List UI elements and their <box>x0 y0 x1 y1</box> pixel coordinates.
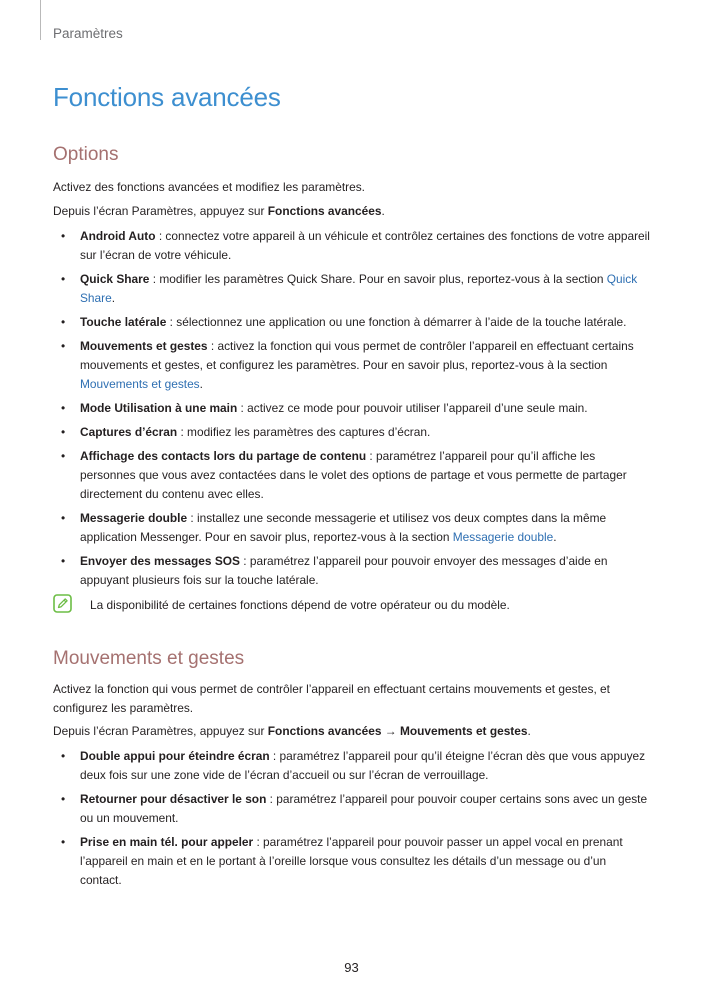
item-term: Envoyer des messages SOS <box>80 554 240 568</box>
list-item <box>53 790 651 828</box>
section-title-gestures: Mouvements et gestes <box>53 648 245 669</box>
list-item <box>53 447 651 504</box>
bullet-marker: • <box>61 401 66 415</box>
item-suffix: . <box>199 377 203 391</box>
item-description: : paramétrez l’appareil pour qu’il éteigne l’écran dès que vous appuyez deux fois sur une zone vide de l’écran d’accueil ou sur l’écran de verrouillage. <box>80 749 646 782</box>
item-term: Messagerie double <box>80 511 188 525</box>
item-description: : sélectionnez une application ou une fonction à démarrer à l’aide de la touche latérale. <box>166 315 627 329</box>
item-description: : activez la fonction qui vous permet de contrôler l’appareil en effectuant certains mouvements et gestes, et configurez les paramètres. Pour en savoir plus, reportez-vous à la section <box>80 339 634 372</box>
bullet-marker: • <box>61 315 66 329</box>
bullet-marker: • <box>61 339 66 353</box>
item-suffix: . <box>553 530 557 544</box>
item-description: : paramétrez l’appareil pour pouvoir couper certains sons avec un geste ou un mouvement. <box>80 792 648 825</box>
item-description: : paramétrez l’appareil pour pouvoir envoyer des messages d’aide en appuyant plusieurs fois sur la touche latérale. <box>80 554 608 587</box>
path-bold: Fonctions avancées <box>267 204 382 218</box>
page-number: 93 <box>344 960 359 975</box>
list-item <box>53 399 651 418</box>
item-description: : activez ce mode pour pouvoir utiliser l’appareil d’une seule main. <box>237 401 588 415</box>
item-term: Retourner pour désactiver le son <box>80 792 267 806</box>
page-title: Fonctions avancées <box>53 82 281 112</box>
item-description: : modifier les paramètres Quick Share. Pour en savoir plus, reportez-vous à la section <box>149 272 607 286</box>
list-item <box>53 337 651 394</box>
gestures-list <box>53 747 651 895</box>
bullet-marker: • <box>61 425 66 439</box>
options-list <box>53 227 651 595</box>
bullet-marker: • <box>61 835 66 849</box>
item-term: Captures d’écran <box>80 425 178 439</box>
options-intro: Activez des fonctions avancées et modifiez les paramètres. <box>53 180 365 194</box>
section-title-options: Options <box>53 144 119 165</box>
item-description: : connectez votre appareil à un véhicule et contrôlez certaines des fonctions de votre appareil sur l’écran de votre véhicule. <box>80 229 650 262</box>
item-term: Android Auto <box>80 229 156 243</box>
bullet-marker: • <box>61 272 66 286</box>
list-item <box>53 423 651 442</box>
item-term: Mode Utilisation à une main <box>80 401 238 415</box>
item-suffix: . <box>111 291 116 305</box>
list-item <box>53 270 651 308</box>
path-prefix: Depuis l’écran Paramètres, appuyez sur <box>53 724 268 738</box>
header-divider <box>40 0 41 40</box>
item-description: : installez une seconde messagerie et utilisez vos deux comptes dans la même application Messenger. Pour en savoir plus, reportez-vous à la section <box>80 511 607 544</box>
item-term: Touche latérale <box>80 315 167 329</box>
list-item <box>53 227 651 265</box>
path-suffix: . <box>381 204 385 218</box>
item-term: Quick Share <box>80 272 150 286</box>
bullet-marker: • <box>61 511 66 525</box>
running-header: Paramètres <box>53 26 123 41</box>
gestures-intro: Activez la fonction qui vous permet de contrôler l’appareil en effectuant certains mouvements et gestes, et configurez les paramètres. <box>53 682 610 715</box>
path-suffix: . <box>527 724 531 738</box>
path-bold: Fonctions avancées → Mouvements et gestes <box>267 724 528 738</box>
options-path <box>53 202 653 221</box>
item-description: : modifiez les paramètres des captures d’écran. <box>177 425 431 439</box>
bullet-marker: • <box>61 554 66 568</box>
bullet-marker: • <box>61 449 66 463</box>
item-term: Affichage des contacts lors du partage de contenu <box>80 449 367 463</box>
bullet-marker: • <box>61 792 66 806</box>
bullet-marker: • <box>61 229 66 243</box>
note-pencil-icon <box>53 594 72 613</box>
cross-reference-link[interactable]: Messagerie double <box>452 530 554 544</box>
item-description: : paramétrez l’appareil pour pouvoir passer un appel vocal en prenant l’appareil en main et en le portant à l’oreille lorsque vous consultez les détails d’un message ou d’un contact. <box>80 835 623 887</box>
list-item <box>53 747 651 785</box>
note-text: La disponibilité de certaines fonctions dépend de votre opérateur ou du modèle. <box>90 598 510 612</box>
bullet-marker: • <box>61 749 66 763</box>
item-term: Mouvements et gestes <box>80 339 208 353</box>
list-item <box>53 833 651 890</box>
path-prefix: Depuis l’écran Paramètres, appuyez sur <box>53 204 268 218</box>
note <box>53 594 653 616</box>
item-description: : paramétrez l’appareil pour qu’il affiche les personnes que vous avez contactées dans le volet des options de partage et vous permette de partager directement du contenu avec elles. <box>80 449 627 501</box>
cross-reference-link[interactable]: Quick Share <box>80 272 638 305</box>
list-item <box>53 313 651 332</box>
list-item <box>53 552 651 590</box>
list-item <box>53 509 651 547</box>
gestures-path <box>53 722 653 741</box>
item-term: Prise en main tél. pour appeler <box>80 835 254 849</box>
cross-reference-link[interactable]: Mouvements et gestes <box>80 377 200 391</box>
item-term: Double appui pour éteindre écran <box>80 749 270 763</box>
